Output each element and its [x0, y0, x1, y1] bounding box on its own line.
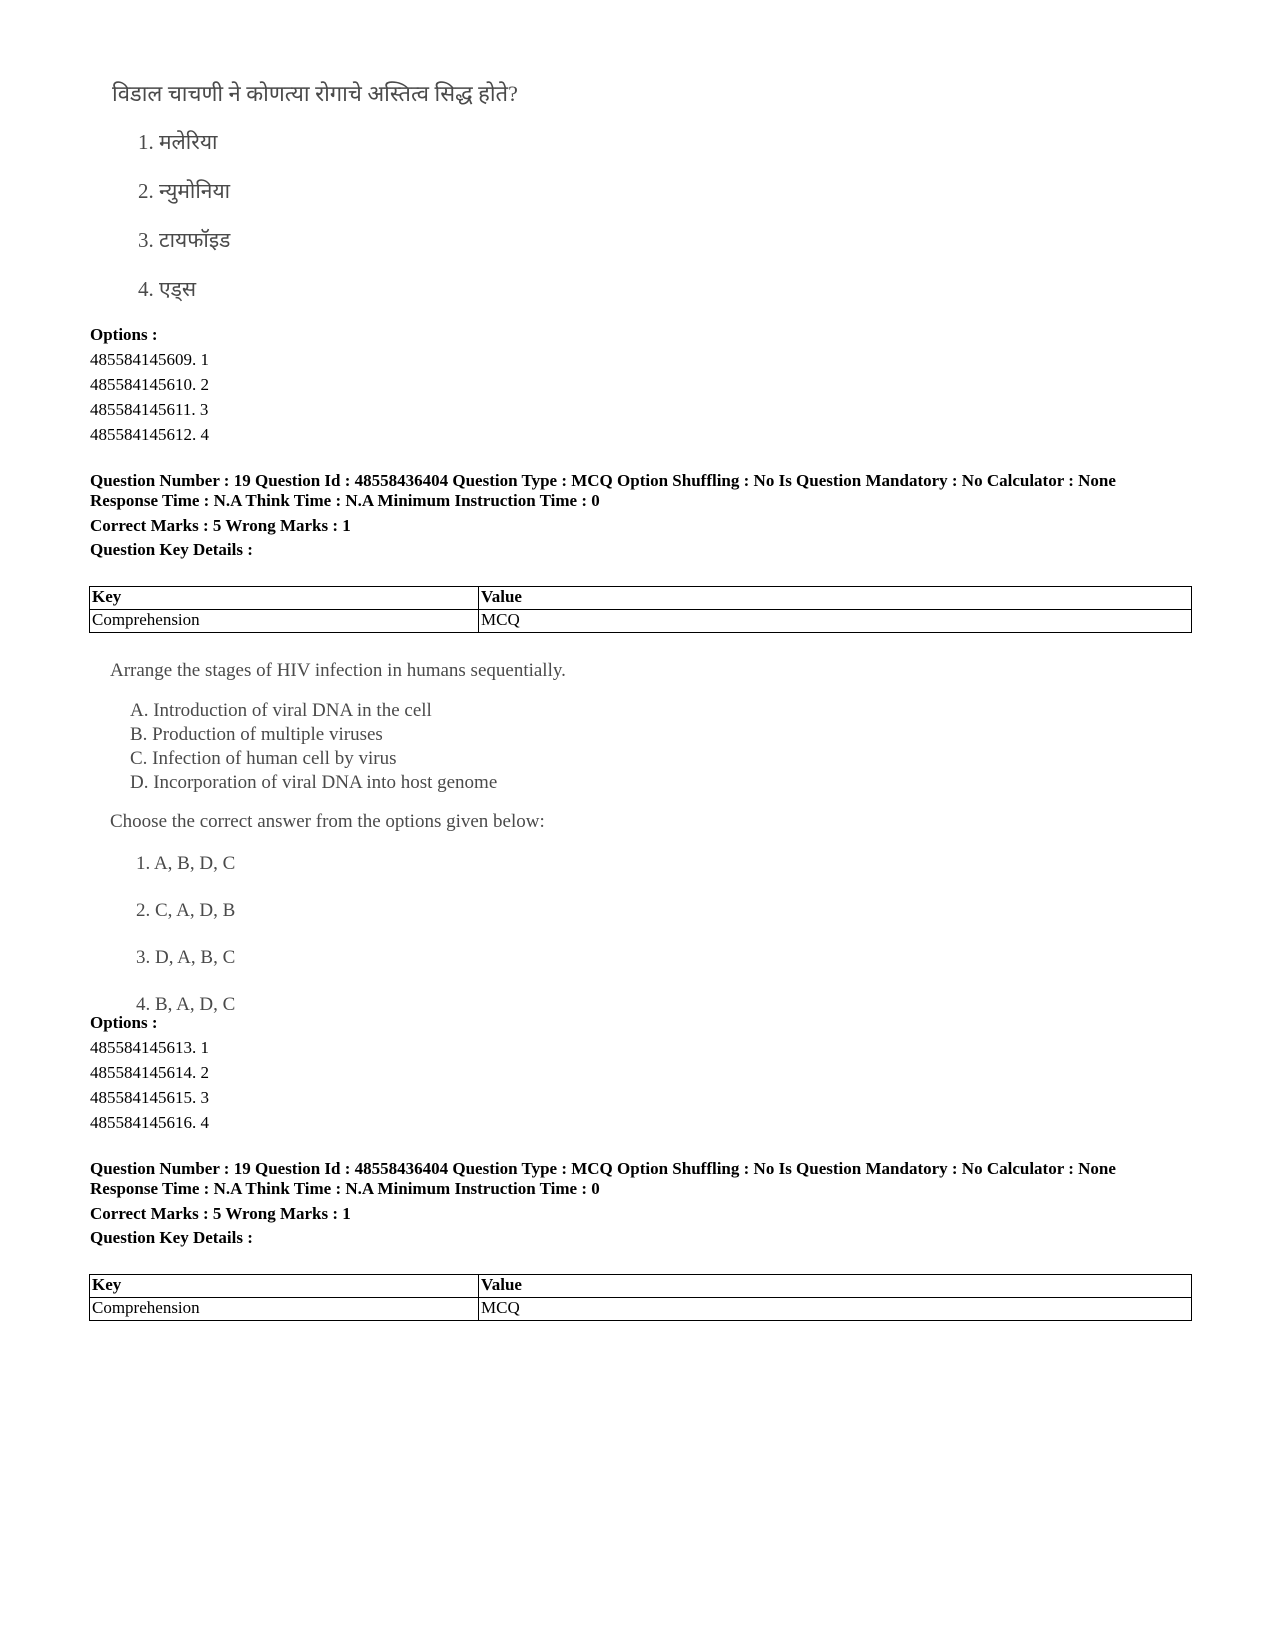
table-header-row: [90, 587, 1192, 610]
option-id: 485584145611. 3: [90, 400, 209, 419]
key-cell: Comprehension: [90, 1298, 479, 1321]
question-choice-2: 2. C, A, D, B: [136, 900, 236, 921]
question-key-table: [89, 586, 1192, 633]
options-block: [90, 1010, 209, 1135]
option-id: 485584145615. 3: [90, 1088, 209, 1107]
question-meta-line-1: Question Number : 19 Question Id : 48558436404 Question Type : MCQ Option Shuffling : No Is Question Mandatory : No Calculator : None: [90, 471, 1116, 490]
question-choice-3: 3. टायफॉइड: [138, 228, 231, 252]
value-cell: MCQ: [479, 1298, 1192, 1321]
question-meta: [90, 1159, 1116, 1248]
key-details-label: Question Key Details :: [90, 1228, 253, 1247]
statement-a: A. Introduction of viral DNA in the cell: [130, 700, 432, 721]
question-meta: [90, 471, 1116, 560]
key-header: Key: [90, 1275, 479, 1298]
statement-b: B. Production of multiple viruses: [130, 724, 383, 745]
table-row: [90, 610, 1192, 633]
table-row: [90, 1298, 1192, 1321]
options-label: Options :: [90, 1013, 158, 1032]
options-block: [90, 322, 209, 447]
question-stem: Arrange the stages of HIV infection in humans sequentially.: [110, 660, 566, 681]
option-id: 485584145612. 4: [90, 425, 209, 444]
key-details-label: Question Key Details :: [90, 540, 253, 559]
table-header-row: [90, 1275, 1192, 1298]
question-choice-1: 1. मलेरिया: [138, 130, 218, 154]
key-cell: Comprehension: [90, 610, 479, 633]
question-choice-1: 1. A, B, D, C: [136, 853, 236, 874]
marks-line: Correct Marks : 5 Wrong Marks : 1: [90, 1204, 351, 1223]
option-id: 485584145614. 2: [90, 1063, 209, 1082]
options-label: Options :: [90, 325, 158, 344]
option-id: 485584145609. 1: [90, 350, 209, 369]
value-cell: MCQ: [479, 610, 1192, 633]
question-meta-line-1: Question Number : 19 Question Id : 48558436404 Question Type : MCQ Option Shuffling : No Is Question Mandatory : No Calculator : None: [90, 1159, 1116, 1178]
choose-instruction: Choose the correct answer from the options given below:: [110, 811, 545, 832]
key-header: Key: [90, 587, 479, 610]
option-id: 485584145610. 2: [90, 375, 209, 394]
question-meta-line-2: Response Time : N.A Think Time : N.A Minimum Instruction Time : 0: [90, 491, 600, 510]
question-choice-3: 3. D, A, B, C: [136, 947, 236, 968]
value-header: Value: [479, 1275, 1192, 1298]
question-image-marathi: [112, 78, 518, 326]
question-meta-line-2: Response Time : N.A Think Time : N.A Minimum Instruction Time : 0: [90, 1179, 600, 1198]
option-id: 485584145616. 4: [90, 1113, 209, 1132]
question-image-english: [110, 660, 566, 1041]
marks-line: Correct Marks : 5 Wrong Marks : 1: [90, 516, 351, 535]
question-key-table: [89, 1274, 1192, 1321]
question-choice-4: 4. B, A, D, C: [136, 994, 236, 1015]
option-id: 485584145613. 1: [90, 1038, 209, 1057]
question-choice-2: 2. न्युमोनिया: [138, 179, 231, 203]
value-header: Value: [479, 587, 1192, 610]
statement-c: C. Infection of human cell by virus: [130, 748, 397, 769]
statement-d: D. Incorporation of viral DNA into host genome: [130, 772, 498, 793]
question-stem: विडाल चाचणी ने कोणत्या रोगाचे अस्तित्व सिद्ध होते?: [112, 81, 518, 106]
question-choice-4: 4. एड्स: [138, 277, 197, 301]
